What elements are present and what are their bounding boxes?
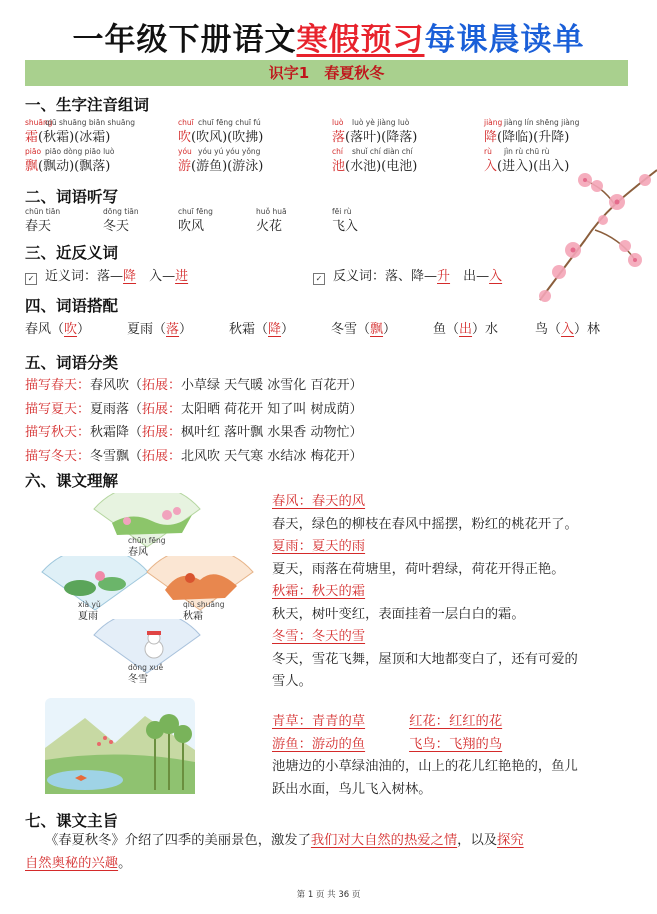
spring-pinyin: chūn fēng [128,536,166,545]
char-pinyin: chí [332,147,343,156]
target-char: 降 [484,130,498,145]
section-heading-2: 二、词语听写 [25,188,119,206]
title-part1: 一年级下册语文 [72,22,297,58]
category-extend-label: 拓展： [142,425,182,440]
char-pinyin: luò [332,118,344,127]
category-extend-label: 拓展： [142,378,182,393]
char-pinyin: rù [484,147,492,156]
autumn-label: 秋霜 [183,611,203,622]
title-part2: 寒假预习 [296,22,425,58]
collocation-answer: 飘 [370,322,384,337]
dictation-word: 冬天 [103,219,130,234]
category-value: 冬雪飘（ [90,448,143,464]
target-char: 入 [484,159,498,174]
words-pinyin: shuǐ chí diàn chí [352,147,413,156]
landscape-illustration [45,698,195,794]
section-heading-4: 四、词语搭配 [25,297,119,315]
theme-paragraph: 《春夏秋冬》介绍了四季的美丽景色，激发了我们对大自然的热爱之情，以及探究 自然奥秘的兴趣。 [25,833,524,871]
dictation-pinyin: dōng tiān [103,207,139,216]
word-pair: (落叶)(降落) [345,130,418,145]
collocation-suffix: ） [179,322,193,337]
category-row [25,421,362,440]
word-pair: (降临)(升降) [497,130,570,145]
dictation-word: 火花 [256,219,283,234]
collocation-suffix: ） [281,322,295,337]
collocation-item [433,318,498,337]
reading-para-scene-1: 池塘边的小草绿油油的，山上的花儿红艳艳的，鱼儿 [272,759,578,774]
section-heading-7: 七、课文主旨 [25,812,119,830]
words-pinyin: jìn rù chū rù [504,147,550,156]
dictation-word: 飞入 [332,219,359,234]
category-extend-label: 拓展： [142,401,182,417]
section-heading-6: 六、课文理解 [25,472,119,490]
word-pair: (飘动)(飘落) [38,159,111,174]
category-row [25,398,362,417]
dictation-word: 吹风 [178,219,205,234]
char-pinyin: shuāng [25,118,53,127]
char-pinyin: jiàng [484,118,503,127]
lesson-heading: 识字1 春夏秋冬 [25,60,628,86]
char-word-group [332,155,417,174]
collocation-item [331,318,396,337]
char-word-group [25,126,110,145]
synonym-line: ✓ 近义词：落—降 入—进 [25,265,188,284]
collocation-answer: 出 [459,322,473,337]
blossom-branch-decoration [525,150,657,310]
target-char: 池 [332,159,346,174]
category-extend-label: 拓展： [142,448,182,464]
summer-label: 夏雨 [78,611,98,622]
reading-heading-autumn: 秋霜：秋天的霜 [272,584,366,599]
char-word-group [178,126,263,145]
category-key: 描写冬天： [25,448,91,464]
target-char: 落 [332,130,346,145]
words-pinyin: piāo dòng piāo luò [45,147,115,156]
checkbox-icon: ✓ [25,273,37,285]
category-extend-text: 太阳晒 荷花开 知了叫 树成荫） [181,401,363,417]
collocation-item [229,318,294,337]
reading-para-autumn: 秋天，树叶变红，表面挂着一层白白的霜。 [272,606,525,622]
checkbox-icon: ✓ [313,273,325,285]
char-word-group [178,155,263,174]
category-value: 秋霜降（ [90,425,143,440]
gloss-fish: 游鱼：游动的鱼 [272,736,366,752]
char-word-group [484,126,569,145]
reading-para-scene-2: 跃出水面，鸟儿飞入树林。 [272,781,432,797]
reading-para-spring: 春天，绿色的柳枝在春风中摇摆，粉红的桃花开了。 [272,516,578,532]
dictation-pinyin: chūn tiān [25,207,61,216]
reading-heading-spring: 春风：春天的风 [272,494,366,509]
reading-para-summer: 夏天，雨落在荷塘里，荷叶碧绿，荷花开得正艳。 [272,561,565,577]
collocation-item [25,318,90,337]
page-title [0,14,657,59]
reading-para-winter-2: 雪人。 [272,674,312,689]
section-heading-3: 三、近反义词 [25,244,119,262]
collocation-prefix: 秋霜（ [229,322,269,337]
reading-block [272,491,578,694]
reading-heading-summer: 夏雨：夏天的雨 [272,539,366,554]
category-value: 夏雨落（ [90,401,143,417]
category-extend-text: 小草绿 天气暖 冰雪化 百花开） [181,378,363,393]
char-word-group [484,155,569,174]
dictation-pinyin: huǒ huā [256,207,287,216]
target-char: 游 [178,159,192,174]
category-key: 描写秋天： [25,425,91,440]
section-heading-1: 一、生字注音组词 [25,96,150,114]
category-row [25,445,362,464]
category-extend-text: 北风吹 天气寒 水结冰 梅花开） [181,448,363,464]
char-pinyin: piāo [25,147,42,156]
collocation-answer: 吹 [64,322,78,337]
target-char: 吹 [178,130,192,145]
collocation-prefix: 春风（ [25,322,65,337]
dictation-pinyin: chuī fēng [178,207,213,216]
gloss-bird: 飞鸟：飞翔的鸟 [409,736,503,752]
reading-block-2 [272,711,578,801]
collocation-suffix: ） [383,322,397,337]
dictation-word: 春天 [25,219,52,234]
reading-heading-winter: 冬雪：冬天的雪 [272,629,366,644]
collocation-suffix: ）水 [472,322,499,337]
title-part3: 每课晨读单 [424,22,585,58]
collocation-item [127,318,192,337]
winter-pinyin: dōng xuě [128,663,164,672]
word-pair: (水池)(电池) [345,159,418,174]
summer-pinyin: xià yǔ [78,600,101,609]
words-pinyin: jiàng lín shēng jiàng [504,118,580,127]
collocation-item [535,318,600,337]
gloss-flower: 红花：红红的花 [409,714,503,729]
char-pinyin: chuī [178,118,194,127]
word-pair: (吹风)(吹拂) [191,130,264,145]
word-pair: (游鱼)(游泳) [191,159,264,174]
category-row [25,374,362,393]
words-pinyin: qiū shuāng biān shuāng [45,118,135,127]
section-heading-5: 五、词语分类 [25,354,119,372]
autumn-pinyin: qiū shuāng [183,600,225,609]
gloss-grass: 青草：青青的草 [272,714,366,729]
words-pinyin: yóu yú yóu yǒng [198,147,261,156]
collocation-prefix: 鸟（ [535,322,562,337]
category-value: 春风吹（ [90,378,143,393]
reading-para-winter-1: 冬天，雪花飞舞，屋顶和大地都变白了，还有可爱的 [272,651,578,667]
category-key: 描写春天： [25,378,91,393]
char-pinyin: yóu [178,147,192,156]
collocation-prefix: 冬雪（ [331,322,371,337]
dictation-pinyin: fēi rù [332,207,352,216]
category-extend-text: 枫叶红 落叶飘 水果香 动物忙） [181,425,363,440]
words-pinyin: chuī fēng chuī fú [198,118,261,127]
char-word-group [332,126,417,145]
collocation-answer: 降 [268,322,282,337]
words-pinyin: luò yè jiàng luò [352,118,410,127]
target-char: 霜 [25,130,39,145]
collocation-answer: 入 [561,322,575,337]
collocation-prefix: 夏雨（ [127,322,167,337]
collocation-suffix: ）林 [574,322,601,337]
page-footer: 第 1 页 共 36 页 [296,890,361,900]
target-char: 飘 [25,159,39,174]
collocation-suffix: ） [77,322,91,337]
word-pair: (进入)(出入) [497,159,570,174]
spring-label: 春风 [128,547,148,558]
collocation-prefix: 鱼（ [433,322,460,337]
word-pair: (秋霜)(冰霜) [38,130,111,145]
antonym-line: ✓ 反义词：落、降—升 出—入 [313,265,502,284]
category-key: 描写夏天： [25,401,91,417]
winter-label: 冬雪 [128,674,148,685]
collocation-answer: 落 [166,322,180,337]
char-word-group [25,155,110,174]
